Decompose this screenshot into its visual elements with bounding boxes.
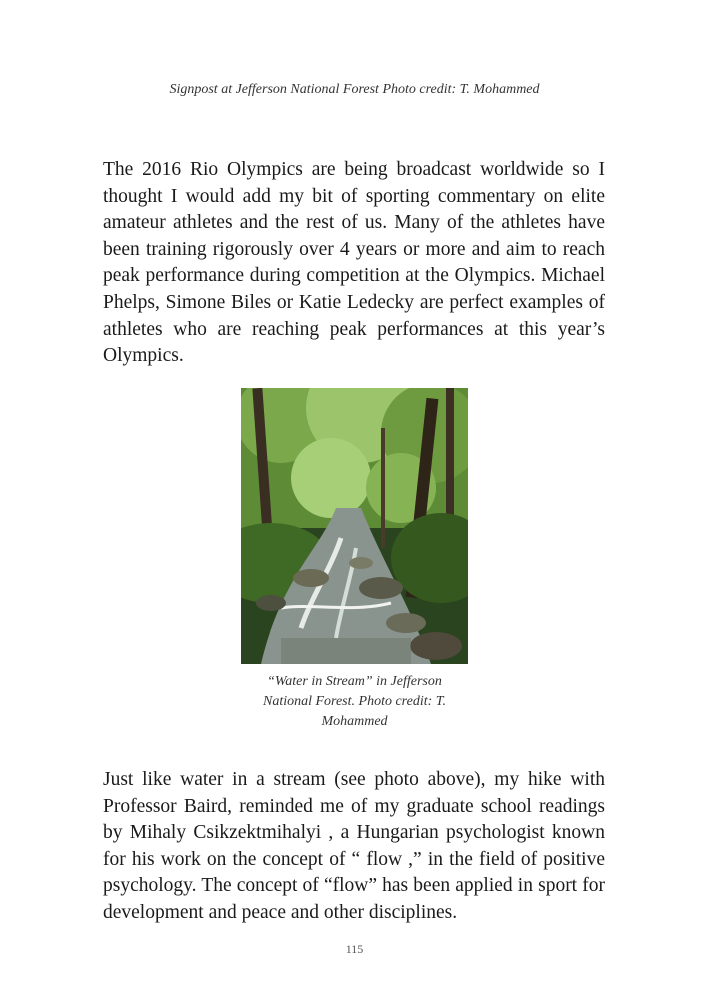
page-number: 115 bbox=[345, 942, 364, 956]
paragraph-olympics: The 2016 Rio Olympics are being broadcast worldwide so I thought I would add my bit of sporting commentary on elite amateur athletes and the rest of us. Many of the athletes have been training rigorously over 4 years or more and aim to reach peak performance during competition at the Olympics. Michael Phelps, Simone Biles or Katie Ledecky are perfect examples of athletes who are reaching peak performances at this year’s Olympics. bbox=[103, 159, 605, 367]
paragraph-flow: Just like water in a stream (see photo above), my hike with Professor Baird, reminded me of my graduate school readings by Mihaly Csikzektmihalyi , a Hungarian psychologist known for his work on the concept of “ flow ,” in the field of positive psychology. The concept of “flow” has been applied in sport for development and peace and other disciplines. bbox=[103, 769, 605, 923]
stream-caption-line-3: Mohammed bbox=[321, 714, 388, 729]
stream-caption-line-2: National Forest. Photo credit: T. bbox=[262, 694, 447, 709]
signpost-photo-caption: Signpost at Jefferson National Forest Photo credit: T. Mohammed bbox=[169, 82, 540, 97]
stream-caption-line-1: “Water in Stream” in Jefferson bbox=[267, 674, 442, 689]
water-in-stream-photo bbox=[241, 388, 468, 664]
stream-photo-caption bbox=[230, 672, 479, 732]
